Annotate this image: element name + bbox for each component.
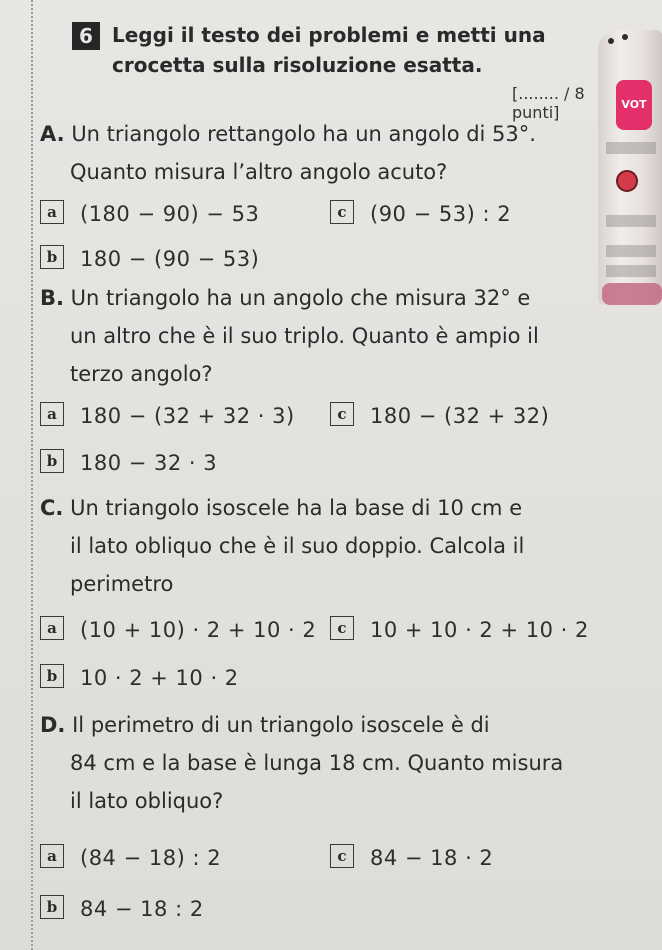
pencil-band: [606, 265, 656, 277]
option-text: (10 + 10) · 2 + 10 · 2: [80, 618, 317, 642]
option-text: (180 − 90) − 53: [80, 202, 260, 226]
question-line: 84 cm e la base è lunga 18 cm. Quanto misura: [70, 751, 564, 775]
instructions-line: Leggi il testo dei problemi e metti una: [112, 23, 546, 47]
option-c[interactable]: [330, 614, 589, 644]
option-c[interactable]: [330, 198, 511, 228]
option-a[interactable]: [40, 614, 316, 644]
option-checkbox[interactable]: c: [330, 200, 354, 224]
pencil-image: [598, 30, 662, 305]
option-b[interactable]: [40, 893, 204, 923]
option-checkbox[interactable]: a: [40, 844, 64, 868]
option-checkbox[interactable]: a: [40, 200, 64, 224]
pencil-band: [606, 215, 656, 227]
option-text: 10 + 10 · 2 + 10 · 2: [370, 618, 589, 642]
option-text: 180 − 32 · 3: [80, 451, 218, 475]
score-field: [........ / 8 punti]: [512, 84, 585, 122]
option-checkbox[interactable]: b: [40, 895, 64, 919]
option-c[interactable]: [330, 842, 493, 872]
option-checkbox[interactable]: b: [40, 449, 64, 473]
question-letter: D.: [40, 713, 66, 737]
option-text: 180 − (32 + 32 · 3): [80, 404, 295, 428]
option-checkbox[interactable]: c: [330, 402, 354, 426]
question-line: perimetro: [70, 572, 174, 596]
option-b[interactable]: [40, 243, 259, 273]
question-line-text: Un triangolo rettangolo ha un angolo di 53°.: [71, 122, 536, 146]
question-line: un altro che è il suo triplo. Quanto è ampio il: [70, 324, 539, 348]
option-b[interactable]: [40, 447, 217, 477]
question-letter: C.: [40, 496, 64, 520]
pencil-band: [606, 245, 656, 257]
option-text: 84 − 18 · 2: [370, 846, 494, 870]
question-line: [40, 115, 600, 153]
pencil-circle: [616, 170, 638, 192]
question-letter: A.: [40, 122, 65, 146]
option-text: (90 − 53) : 2: [370, 202, 512, 226]
pencil-band: [606, 142, 656, 154]
option-text: 84 − 18 : 2: [80, 897, 204, 921]
question-a-text: [40, 115, 600, 191]
option-checkbox[interactable]: b: [40, 664, 64, 688]
option-text: 10 · 2 + 10 · 2: [80, 666, 239, 690]
question-line-text: Un triangolo ha un angolo che misura 32° e: [70, 286, 531, 310]
question-line: terzo angolo?: [70, 362, 213, 386]
pencil-dot: [608, 38, 614, 44]
pencil-label: VOT: [616, 80, 652, 130]
question-line: [40, 279, 600, 317]
question-d-text: [40, 706, 600, 820]
question-c-text: [40, 489, 600, 603]
option-text: (84 − 18) : 2: [80, 846, 222, 870]
option-checkbox[interactable]: b: [40, 245, 64, 269]
option-checkbox[interactable]: c: [330, 844, 354, 868]
option-checkbox[interactable]: a: [40, 402, 64, 426]
margin-dotted-line: [31, 0, 33, 950]
question-b-text: [40, 279, 600, 393]
option-c[interactable]: [330, 400, 549, 430]
option-a[interactable]: [40, 400, 295, 430]
option-a[interactable]: [40, 842, 221, 872]
option-text: 180 − (90 − 53): [80, 247, 260, 271]
question-line: Quanto misura l’altro angolo acuto?: [70, 160, 448, 184]
option-checkbox[interactable]: a: [40, 616, 64, 640]
question-line: [40, 489, 600, 527]
option-text: 180 − (32 + 32): [370, 404, 550, 428]
question-line: il lato obliquo che è il suo doppio. Calcola il: [70, 534, 525, 558]
question-line-text: Il perimetro di un triangolo isoscele è di: [72, 713, 490, 737]
pencil-dot: [622, 34, 628, 40]
question-line: [40, 706, 600, 744]
instructions-line: crocetta sulla risoluzione esatta.: [112, 53, 483, 77]
option-b[interactable]: [40, 662, 239, 692]
question-line-text: Un triangolo isoscele ha la base di 10 cm e: [70, 496, 523, 520]
pencil-eraser: [602, 283, 662, 305]
option-checkbox[interactable]: c: [330, 616, 354, 640]
exercise-instructions: [112, 20, 602, 80]
exercise-number-badge: 6: [72, 22, 100, 50]
question-line: il lato obliquo?: [70, 789, 224, 813]
option-a[interactable]: [40, 198, 259, 228]
question-letter: B.: [40, 286, 64, 310]
